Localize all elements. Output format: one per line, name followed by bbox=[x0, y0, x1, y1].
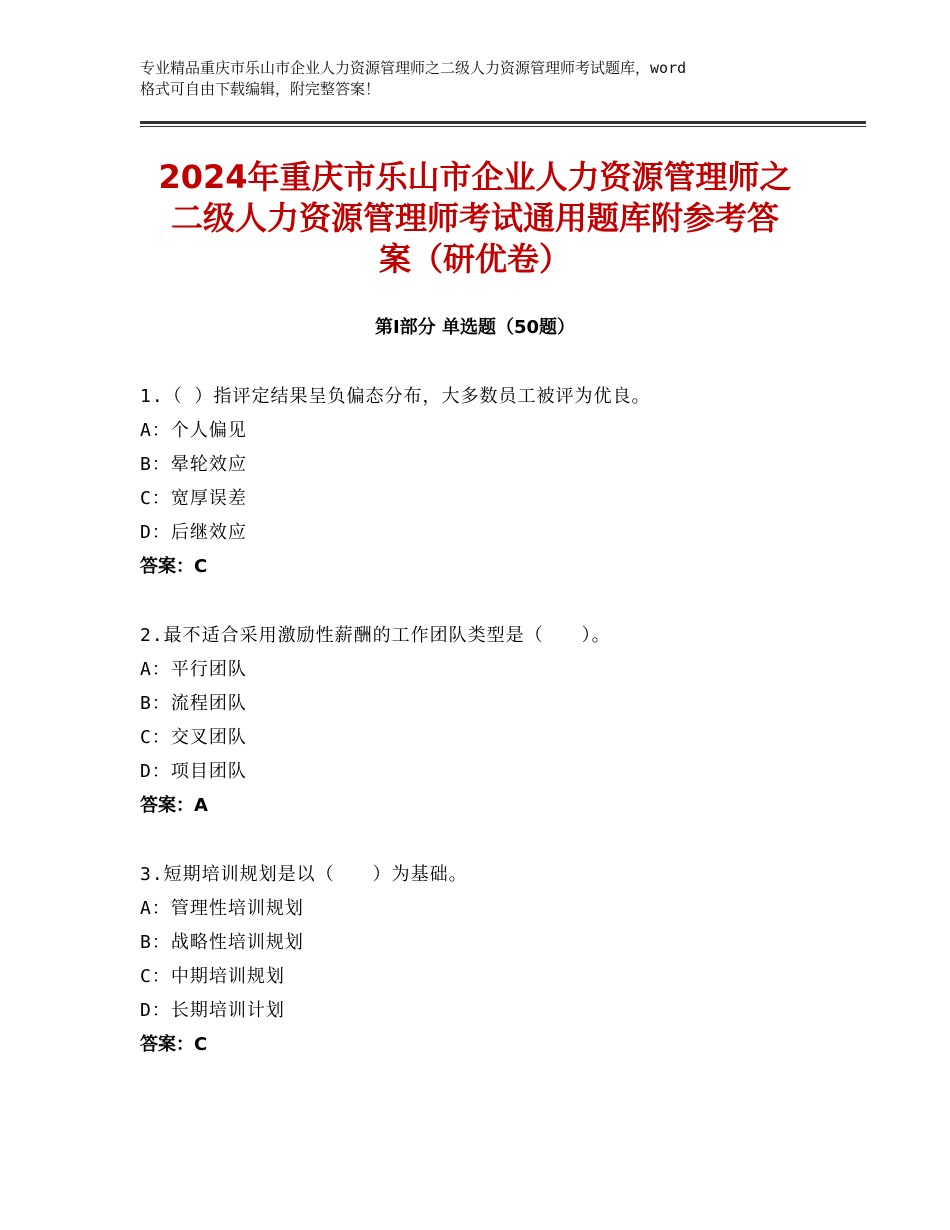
option-b: B：流程团队 bbox=[140, 693, 247, 714]
question-stem: 1.（ ）指评定结果呈负偏态分布，大多数员工被评为优良。 bbox=[140, 386, 651, 407]
option-d: D：长期培训计划 bbox=[140, 1000, 285, 1021]
question-3 bbox=[140, 858, 860, 1062]
document-title-line-2: 二级人力资源管理师考试通用题库附参考答 bbox=[170, 199, 779, 237]
header-note bbox=[140, 58, 830, 100]
header-note-line-1: 专业精品重庆市乐山市企业人力资源管理师之二级人力资源管理师考试题库，word bbox=[140, 59, 687, 77]
answer-line: 答案：A bbox=[140, 795, 208, 816]
header-rule-thick bbox=[140, 121, 866, 124]
question-2 bbox=[140, 619, 860, 823]
option-a: A：个人偏见 bbox=[140, 420, 247, 441]
header-note-line-2: 格式可自由下载编辑，附完整答案！ bbox=[140, 80, 381, 98]
question-stem: 3.短期培训规划是以（ ）为基础。 bbox=[140, 864, 468, 885]
option-d: D：后继效应 bbox=[140, 522, 247, 543]
question-stem: 2.最不适合采用激励性薪酬的工作团队类型是（ ）。 bbox=[140, 625, 611, 646]
document-title bbox=[110, 157, 840, 280]
header-rule-thin bbox=[140, 126, 866, 127]
question-1 bbox=[140, 380, 860, 584]
option-c: C：中期培训规划 bbox=[140, 966, 285, 987]
option-a: A：平行团队 bbox=[140, 659, 247, 680]
option-b: B：晕轮效应 bbox=[140, 454, 247, 475]
section-title: 第Ⅰ部分 单选题（50题） bbox=[374, 317, 575, 338]
option-c: C：宽厚误差 bbox=[140, 488, 247, 509]
option-d: D：项目团队 bbox=[140, 761, 247, 782]
document-title-line-1: 2024年重庆市乐山市企业人力资源管理师之 bbox=[158, 158, 792, 196]
answer-line: 答案：C bbox=[140, 556, 208, 577]
option-c: C：交叉团队 bbox=[140, 727, 247, 748]
option-b: B：战略性培训规划 bbox=[140, 932, 304, 953]
option-a: A：管理性培训规划 bbox=[140, 898, 304, 919]
document-title-line-3: 案（研优卷） bbox=[378, 240, 571, 278]
answer-line: 答案：C bbox=[140, 1034, 208, 1055]
